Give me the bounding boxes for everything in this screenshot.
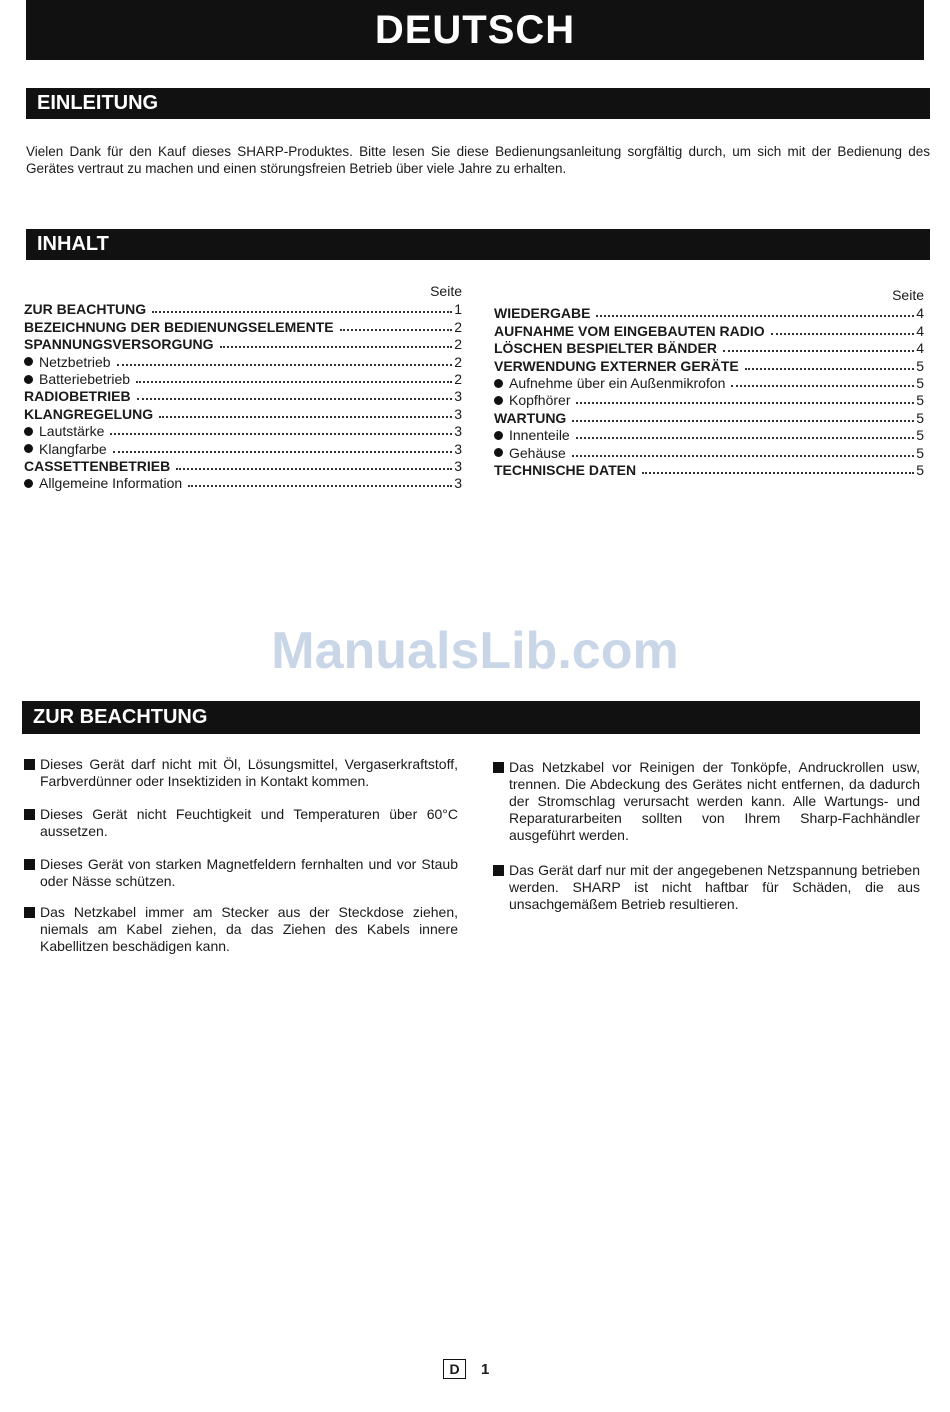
dot-leader xyxy=(152,311,452,313)
toc-entry-page: 3 xyxy=(454,457,462,474)
toc-entry-label xyxy=(24,388,131,404)
notice-item xyxy=(24,856,458,890)
toc-entry-label xyxy=(24,475,182,491)
toc-entry-label xyxy=(494,445,566,461)
toc-entry-label xyxy=(24,336,214,352)
toc-entry-text: TECHNISCHE DATEN xyxy=(494,461,637,478)
toc-entry xyxy=(494,461,924,478)
toc-entry-page: 3 xyxy=(454,388,462,405)
toc-entry xyxy=(494,391,924,408)
toc-entry-label xyxy=(494,410,566,426)
dot-leader xyxy=(176,468,452,470)
dot-leader xyxy=(572,455,914,457)
toc-entry xyxy=(494,339,924,356)
toc-entry xyxy=(24,387,462,404)
notes-left-column xyxy=(24,756,458,969)
dot-leader xyxy=(745,368,914,370)
toc-entry-page: 4 xyxy=(916,305,924,322)
toc-entry-label xyxy=(494,340,717,356)
section-heading-inhalt: INHALT xyxy=(26,229,930,260)
toc-entry xyxy=(24,317,462,334)
toc-entry-page: 3 xyxy=(454,405,462,422)
toc-entry-page: 4 xyxy=(916,340,924,357)
toc-entry xyxy=(24,352,462,369)
dot-leader xyxy=(137,398,453,400)
toc-entry-label xyxy=(494,375,725,391)
toc-entry-text: VERWENDUNG EXTERNER GERÄTE xyxy=(494,357,739,374)
toc-entry-page: 2 xyxy=(454,336,462,353)
toc-entry xyxy=(494,426,924,443)
intro-paragraph: Vielen Dank für den Kauf dieses SHARP-Produktes. Bitte lesen Sie diese Bedienungsanleitung sorgfältig durch, um sich mit der Bedienung des Gerätes vertraut zu machen und einen störungsfreien Betrieb über viele Jahre zu erhalten. xyxy=(26,144,930,176)
notice-text: Dieses Gerät von starken Magnetfeldern fernhalten und vor Staub oder Nässe schützen. xyxy=(40,856,458,889)
dot-leader xyxy=(576,437,914,439)
toc-entry-label xyxy=(24,441,107,457)
notice-item xyxy=(24,756,458,790)
dot-leader xyxy=(723,350,914,352)
toc-entry-text: Gehäuse xyxy=(509,444,566,461)
toc-entry-text: ZUR BEACHTUNG xyxy=(24,301,147,318)
toc-entry-label xyxy=(494,305,590,321)
bullet-icon xyxy=(494,431,503,440)
toc-entry xyxy=(24,457,462,474)
square-bullet-icon xyxy=(24,759,35,770)
dot-leader xyxy=(188,485,452,487)
toc-entry-text: RADIOBETRIEB xyxy=(24,388,131,405)
toc-entry xyxy=(494,304,924,321)
toc-entry-page: 3 xyxy=(454,475,462,492)
watermark: ManualsLib.com xyxy=(271,622,679,680)
dot-leader xyxy=(136,381,452,383)
toc-left-list xyxy=(24,300,462,491)
toc-entry-page: 3 xyxy=(454,440,462,457)
toc-entry-page: 5 xyxy=(916,392,924,409)
toc-entry-text: Batteriebetrieb xyxy=(39,370,131,387)
section-heading-einleitung: EINLEITUNG xyxy=(26,88,930,119)
square-bullet-icon xyxy=(493,762,504,773)
toc-entry xyxy=(494,408,924,425)
dot-leader xyxy=(642,472,914,474)
toc-entry-page: 5 xyxy=(916,374,924,391)
toc-entry-text: CASSETTENBETRIEB xyxy=(24,457,171,474)
toc-entry xyxy=(24,404,462,421)
toc-entry-label xyxy=(24,354,111,370)
notice-text: Das Netzkabel immer am Stecker aus der Steckdose ziehen, niemals am Kabel ziehen, da das Ziehen des Kabels innere Kabellitzen beschädigen kann. xyxy=(40,904,458,954)
notice-item xyxy=(493,759,920,844)
toc-entry xyxy=(24,422,462,439)
toc-entry xyxy=(494,356,924,373)
notes-right-column xyxy=(493,759,920,927)
toc-entry-label xyxy=(494,358,739,374)
toc-entry xyxy=(494,374,924,391)
toc-seite-label: Seite xyxy=(892,287,924,303)
notice-text: Dieses Gerät darf nicht mit Öl, Lösungsmittel, Vergaserkraftstoff, Farbverdünner oder Insektiziden in Kontakt kommen. xyxy=(40,756,458,789)
square-bullet-icon xyxy=(24,907,35,918)
notice-text: Das Netzkabel vor Reinigen der Tonköpfe, Andruckrollen usw, trennen. Die Abdeckung des Gerätes nicht entfernen, da dadurch der Stromschlag verursacht werden kann. Alle Wartungs- und Reparaturarbeiten sollten von Ihrem Sharp-Fachhändler ausgeführt werden. xyxy=(509,759,920,843)
dot-leader xyxy=(113,451,452,453)
toc-entry-text: Innenteile xyxy=(509,427,570,444)
notice-item xyxy=(493,862,920,913)
dot-leader xyxy=(731,385,914,387)
square-bullet-icon xyxy=(493,865,504,876)
toc-seite-label: Seite xyxy=(430,283,462,299)
toc-entry-label xyxy=(494,323,765,339)
toc-entry-label xyxy=(494,462,636,478)
section-heading-beachtung: ZUR BEACHTUNG xyxy=(22,701,920,734)
dot-leader xyxy=(159,416,452,418)
square-bullet-icon xyxy=(24,809,35,820)
toc-entry-label xyxy=(24,423,104,439)
language-box: D xyxy=(443,1359,466,1379)
toc-entry-label xyxy=(24,406,153,422)
toc-entry-label xyxy=(24,319,334,335)
toc-entry-page: 5 xyxy=(916,444,924,461)
toc-entry-label xyxy=(494,427,570,443)
dot-leader xyxy=(572,420,914,422)
toc-entry-text: AUFNAHME VOM EINGEBAUTEN RADIO xyxy=(494,322,765,339)
bullet-icon xyxy=(24,427,33,436)
toc-entry-label xyxy=(494,392,570,408)
toc-entry-page: 1 xyxy=(454,301,462,318)
toc-right-column xyxy=(494,287,924,478)
bullet-icon xyxy=(24,375,33,384)
toc-entry-page: 5 xyxy=(916,357,924,374)
dot-leader xyxy=(117,364,453,366)
toc-entry-label xyxy=(24,458,170,474)
toc-entry-text: Kopfhörer xyxy=(509,392,571,409)
toc-entry-page: 2 xyxy=(454,353,462,370)
toc-entry xyxy=(494,321,924,338)
toc-entry-page: 3 xyxy=(454,423,462,440)
dot-leader xyxy=(576,402,914,404)
toc-entry-text: Klangfarbe xyxy=(39,440,107,457)
page-number: 1 xyxy=(481,1360,490,1378)
toc-entry xyxy=(24,335,462,352)
dot-leader xyxy=(340,329,453,331)
toc-right-list xyxy=(494,304,924,478)
toc-entry-page: 4 xyxy=(916,322,924,339)
notice-text: Das Gerät darf nur mit der angegebenen Netzspannung betrieben werden. SHARP ist nicht haftbar für Schäden, die aus unsachgemäßem Betrieb resultieren. xyxy=(509,862,920,912)
bullet-icon xyxy=(24,444,33,453)
toc-entry-text: SPANNUNGSVERSORGUNG xyxy=(24,336,214,353)
bullet-icon xyxy=(24,357,33,366)
notice-text: Dieses Gerät nicht Feuchtigkeit und Temperaturen über 60°C aussetzen. xyxy=(40,806,458,839)
dot-leader xyxy=(596,315,914,317)
notice-item xyxy=(24,904,458,955)
dot-leader xyxy=(220,346,453,348)
bullet-icon xyxy=(494,379,503,388)
bullet-icon xyxy=(494,396,503,405)
notice-item xyxy=(24,806,458,840)
toc-entry xyxy=(24,300,462,317)
toc-entry-page: 5 xyxy=(916,427,924,444)
toc-entry-page: 2 xyxy=(454,370,462,387)
toc-entry-text: KLANGREGELUNG xyxy=(24,405,154,422)
toc-left-column xyxy=(24,283,462,491)
toc-entry-label xyxy=(24,371,130,387)
toc-entry-label xyxy=(24,301,146,317)
toc-entry-page: 5 xyxy=(916,461,924,478)
dot-leader xyxy=(771,333,915,335)
page-title: DEUTSCH xyxy=(26,0,924,60)
toc-entry xyxy=(24,370,462,387)
toc-entry-text: BEZEICHNUNG DER BEDIENUNGSELEMENTE xyxy=(24,318,334,335)
page-footer xyxy=(443,1359,489,1379)
bullet-icon xyxy=(494,448,503,457)
toc-entry xyxy=(24,474,462,491)
toc-entry xyxy=(24,439,462,456)
toc-entry xyxy=(494,443,924,460)
square-bullet-icon xyxy=(24,859,35,870)
toc-entry-text: Netzbetrieb xyxy=(39,353,111,370)
toc-entry-page: 2 xyxy=(454,318,462,335)
toc-entry-text: WIEDERGABE xyxy=(494,305,591,322)
toc-entry-page: 5 xyxy=(916,409,924,426)
dot-leader xyxy=(110,433,452,435)
toc-entry-text: Lautstärke xyxy=(39,423,105,440)
toc-entry-text: Aufnehme über ein Außenmikrofon xyxy=(509,374,726,391)
toc-entry-text: WARTUNG xyxy=(494,409,567,426)
toc-entry-text: LÖSCHEN BESPIELTER BÄNDER xyxy=(494,340,717,357)
bullet-icon xyxy=(24,479,33,488)
toc-entry-text: Allgemeine Information xyxy=(39,475,183,492)
